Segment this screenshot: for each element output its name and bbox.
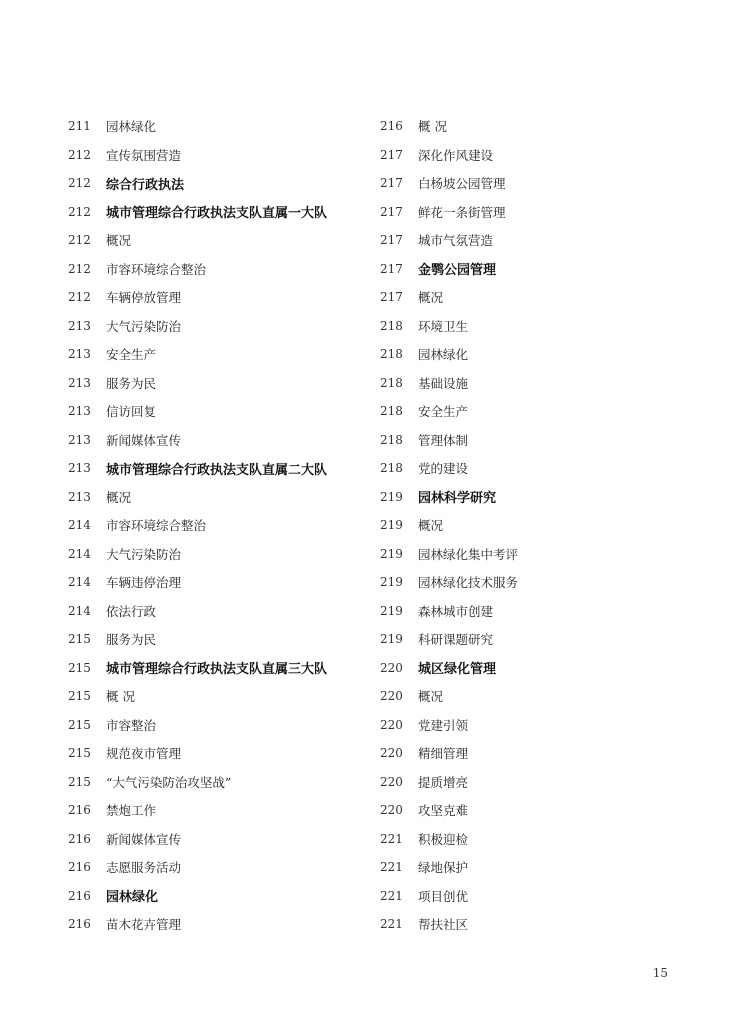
toc-entry-title: 城市气氛营造 bbox=[418, 233, 494, 249]
toc-entry-title: 管理体制 bbox=[418, 432, 469, 448]
toc-entry bbox=[68, 255, 368, 284]
toc-entry-title: 概况 bbox=[106, 233, 132, 249]
toc-page-number: 221 bbox=[380, 860, 403, 875]
toc-entry bbox=[68, 426, 368, 455]
toc-entry bbox=[68, 768, 368, 797]
toc-page-number: 212 bbox=[68, 176, 91, 191]
toc-entry-title: 园林绿化 bbox=[106, 119, 157, 135]
toc-entry bbox=[380, 825, 680, 854]
toc-entry-title: 概况 bbox=[418, 689, 444, 705]
toc-entry bbox=[68, 340, 368, 369]
toc-entry bbox=[380, 910, 680, 939]
toc-entry bbox=[380, 568, 680, 597]
toc-entry-title: 新闻媒体宣传 bbox=[106, 432, 182, 448]
toc-entry-title: 安全生产 bbox=[106, 347, 157, 363]
toc-entry-title: 党的建设 bbox=[418, 461, 469, 477]
toc-page-number: 217 bbox=[380, 204, 403, 219]
toc-entry-title: 科研课题研究 bbox=[418, 632, 494, 648]
toc-entry bbox=[68, 739, 368, 768]
toc-entry-title: 新闻媒体宣传 bbox=[106, 831, 182, 847]
toc-page-number: 216 bbox=[68, 831, 91, 846]
toc-entry bbox=[380, 796, 680, 825]
page-number: 15 bbox=[652, 966, 668, 980]
toc-entry-title: 信访回复 bbox=[106, 404, 157, 420]
toc-page-number: 218 bbox=[380, 318, 403, 333]
toc-page-number: 215 bbox=[68, 689, 91, 704]
toc-entry-title: 依法行政 bbox=[106, 603, 157, 619]
toc-page-number: 219 bbox=[380, 546, 403, 561]
toc-section-heading bbox=[68, 198, 368, 227]
toc-entry bbox=[68, 853, 368, 882]
toc-entry-title: 城市管理综合行政执法支队直属一大队 bbox=[106, 206, 328, 222]
toc-entry-title: 概况 bbox=[106, 489, 132, 505]
toc-entry-title: 城区绿化管理 bbox=[418, 662, 497, 678]
toc-entry bbox=[380, 682, 680, 711]
toc-page-number: 216 bbox=[68, 803, 91, 818]
toc-entry bbox=[68, 283, 368, 312]
toc-entry bbox=[68, 369, 368, 398]
toc-entry bbox=[68, 397, 368, 426]
toc-entry bbox=[380, 625, 680, 654]
toc-page-number: 217 bbox=[380, 261, 403, 276]
toc-entry-title: 市容环境综合整治 bbox=[106, 261, 207, 277]
toc-entry-title: 车辆违停治理 bbox=[106, 575, 182, 591]
toc-entry-title: 志愿服务活动 bbox=[106, 860, 182, 876]
toc-page-number: 220 bbox=[380, 774, 403, 789]
toc-page-number: 219 bbox=[380, 575, 403, 590]
toc-entry bbox=[380, 711, 680, 740]
toc-entry bbox=[68, 597, 368, 626]
toc-entry-title: 园林绿化 bbox=[106, 890, 159, 906]
toc-page-number: 218 bbox=[380, 347, 403, 362]
toc-entry bbox=[380, 853, 680, 882]
toc-entry-title: 园林绿化集中考评 bbox=[418, 546, 519, 562]
toc-entry bbox=[380, 454, 680, 483]
toc-page-number: 217 bbox=[380, 176, 403, 191]
toc-entry-title: 森林城市创建 bbox=[418, 603, 494, 619]
toc-page-number: 220 bbox=[380, 717, 403, 732]
toc-page-number: 212 bbox=[68, 147, 91, 162]
toc-page-number: 217 bbox=[380, 233, 403, 248]
toc-page-number: 214 bbox=[68, 575, 91, 590]
toc-entry-title: 市容整治 bbox=[106, 717, 157, 733]
toc-entry bbox=[68, 511, 368, 540]
toc-section-heading bbox=[68, 882, 368, 911]
toc-entry-title: 绿地保护 bbox=[418, 860, 469, 876]
toc-entry-title: 车辆停放管理 bbox=[106, 290, 182, 306]
toc-entry-title: 大气污染防治 bbox=[106, 318, 182, 334]
toc-page-number: 220 bbox=[380, 660, 403, 675]
toc-page-number: 213 bbox=[68, 432, 91, 447]
toc-page-number: 220 bbox=[380, 746, 403, 761]
toc-page-number: 215 bbox=[68, 717, 91, 732]
toc-entry-title: 综合行政执法 bbox=[106, 177, 185, 193]
toc-page-number: 219 bbox=[380, 489, 403, 504]
toc-entry bbox=[380, 511, 680, 540]
toc-entry-title: 深化作风建设 bbox=[418, 147, 494, 163]
toc-entry-title: 攻坚克难 bbox=[418, 803, 469, 819]
toc-page-number: 213 bbox=[68, 375, 91, 390]
toc-entry-title: 园林科学研究 bbox=[418, 491, 497, 507]
toc-entry-title: 白杨坡公园管理 bbox=[418, 176, 506, 192]
toc-page-number: 212 bbox=[68, 204, 91, 219]
toc-entry-title: 园林绿化 bbox=[418, 347, 469, 363]
toc-page-number: 214 bbox=[68, 603, 91, 618]
toc-page-number: 212 bbox=[68, 233, 91, 248]
toc-right-column bbox=[380, 112, 680, 939]
toc-entry bbox=[380, 882, 680, 911]
toc-entry-title: 金鹗公园管理 bbox=[418, 263, 497, 279]
toc-left-column bbox=[68, 112, 368, 939]
toc-page-number: 213 bbox=[68, 404, 91, 419]
toc-entry bbox=[68, 711, 368, 740]
toc-section-heading bbox=[68, 454, 368, 483]
toc-entry-title: 概况 bbox=[418, 290, 444, 306]
toc-page-number: 216 bbox=[68, 917, 91, 932]
toc-page-number: 218 bbox=[380, 375, 403, 390]
toc-entry-title: 规范夜市管理 bbox=[106, 746, 182, 762]
toc-entry bbox=[68, 568, 368, 597]
toc-page-number: 220 bbox=[380, 689, 403, 704]
toc-entry bbox=[380, 141, 680, 170]
toc-page-number: 213 bbox=[68, 489, 91, 504]
toc-entry bbox=[380, 340, 680, 369]
toc-entry-title: 服务为民 bbox=[106, 632, 157, 648]
toc-page-number: 217 bbox=[380, 147, 403, 162]
toc-entry bbox=[380, 169, 680, 198]
toc-page-number: 219 bbox=[380, 518, 403, 533]
toc-entry bbox=[380, 397, 680, 426]
toc-entry bbox=[68, 910, 368, 939]
toc-page-number: 216 bbox=[68, 860, 91, 875]
toc-entry bbox=[380, 369, 680, 398]
toc-entry bbox=[68, 226, 368, 255]
toc-entry-title: 市容环境综合整治 bbox=[106, 518, 207, 534]
toc-entry bbox=[380, 283, 680, 312]
toc-page-number: 219 bbox=[380, 603, 403, 618]
toc-entry-title: 环境卫生 bbox=[418, 318, 469, 334]
toc-entry bbox=[68, 825, 368, 854]
toc-entry-title: 提质增亮 bbox=[418, 774, 469, 790]
toc-entry-title: 精细管理 bbox=[418, 746, 469, 762]
toc-section-heading bbox=[68, 654, 368, 683]
toc-entry-title: 概况 bbox=[418, 518, 444, 534]
toc-entry bbox=[380, 426, 680, 455]
toc-entry-title: 安全生产 bbox=[418, 404, 469, 420]
toc-entry-title: 概 况 bbox=[418, 119, 447, 135]
toc-page-number: 220 bbox=[380, 803, 403, 818]
toc-entry-title: 宣传氛围营造 bbox=[106, 147, 182, 163]
toc-entry bbox=[68, 682, 368, 711]
toc-page-number: 215 bbox=[68, 746, 91, 761]
toc-page-number: 212 bbox=[68, 290, 91, 305]
toc-page-number: 215 bbox=[68, 660, 91, 675]
toc-entry-title: 园林绿化技术服务 bbox=[418, 575, 519, 591]
toc-entry bbox=[68, 112, 368, 141]
toc-page-number: 211 bbox=[68, 119, 91, 134]
toc-entry-title: 鲜花一条街管理 bbox=[418, 204, 506, 220]
toc-page-number: 218 bbox=[380, 404, 403, 419]
toc-section-heading bbox=[380, 654, 680, 683]
toc-page-number: 213 bbox=[68, 347, 91, 362]
toc-page-number: 221 bbox=[380, 888, 403, 903]
toc-page-number: 216 bbox=[68, 888, 91, 903]
toc-entry bbox=[380, 739, 680, 768]
toc-section-heading bbox=[68, 169, 368, 198]
toc-entry-title: “大气污染防治攻坚战” bbox=[106, 774, 232, 790]
toc-entry bbox=[380, 597, 680, 626]
toc-entry bbox=[68, 483, 368, 512]
toc-entry-title: 禁炮工作 bbox=[106, 803, 157, 819]
toc-section-heading bbox=[380, 255, 680, 284]
toc-entry bbox=[68, 312, 368, 341]
toc-entry bbox=[380, 112, 680, 141]
toc-entry bbox=[68, 540, 368, 569]
toc-entry-title: 党建引领 bbox=[418, 717, 469, 733]
toc-entry bbox=[68, 796, 368, 825]
toc-page-number: 212 bbox=[68, 261, 91, 276]
toc-entry bbox=[380, 768, 680, 797]
toc-entry-title: 大气污染防治 bbox=[106, 546, 182, 562]
toc-page-number: 213 bbox=[68, 318, 91, 333]
toc-entry-title: 基础设施 bbox=[418, 375, 469, 391]
toc-page-number: 215 bbox=[68, 632, 91, 647]
toc-entry-title: 概 况 bbox=[106, 689, 135, 705]
toc-page-number: 213 bbox=[68, 461, 91, 476]
toc-page-number: 221 bbox=[380, 917, 403, 932]
toc-entry-title: 积极迎检 bbox=[418, 831, 469, 847]
toc-page-number: 214 bbox=[68, 518, 91, 533]
toc-section-heading bbox=[380, 483, 680, 512]
toc-page-number: 219 bbox=[380, 632, 403, 647]
toc-page-number: 218 bbox=[380, 461, 403, 476]
toc-entry-title: 帮扶社区 bbox=[418, 917, 469, 933]
toc-entry bbox=[380, 312, 680, 341]
toc-page-number: 214 bbox=[68, 546, 91, 561]
toc-page-number: 217 bbox=[380, 290, 403, 305]
toc-entry bbox=[380, 198, 680, 227]
toc-page-number: 215 bbox=[68, 774, 91, 789]
toc-entry-title: 城市管理综合行政执法支队直属三大队 bbox=[106, 662, 328, 678]
toc-page-number: 221 bbox=[380, 831, 403, 846]
toc-entry bbox=[68, 625, 368, 654]
toc-entry-title: 城市管理综合行政执法支队直属二大队 bbox=[106, 462, 328, 478]
toc-page-number: 216 bbox=[380, 119, 403, 134]
toc-entry-title: 项目创优 bbox=[418, 888, 469, 904]
toc-entry bbox=[68, 141, 368, 170]
toc-entry-title: 服务为民 bbox=[106, 375, 157, 391]
toc-entry bbox=[380, 540, 680, 569]
toc-entry bbox=[380, 226, 680, 255]
toc-page-number: 218 bbox=[380, 432, 403, 447]
toc-entry-title: 苗木花卉管理 bbox=[106, 917, 182, 933]
